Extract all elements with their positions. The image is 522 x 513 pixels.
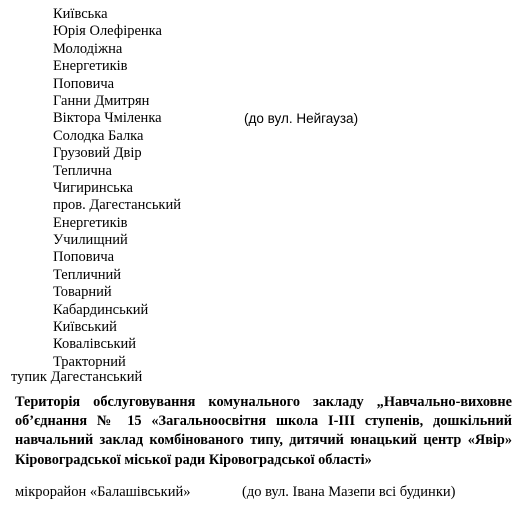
street-item: Тепличний	[53, 266, 122, 283]
microdistrict-note: (до вул. Івана Мазепи всі будинки)	[242, 484, 456, 500]
street-item: пров. Дагестанський	[53, 197, 181, 214]
street-item: Чигиринська	[53, 179, 133, 196]
street-item: Солодка Балка	[53, 127, 144, 144]
street-item: Київська	[53, 6, 108, 22]
street-item: Поповича	[53, 249, 115, 266]
street-item: Теплична	[53, 162, 112, 179]
street-item: Енергетиків	[53, 58, 128, 75]
microdistrict-row	[15, 483, 512, 501]
street-note: (до вул. Нейгауза)	[244, 111, 359, 126]
street-item: Ганни Дмитрян	[53, 92, 150, 109]
street-item: Молодіжна	[53, 40, 123, 57]
street-item: Ковалівський	[53, 336, 137, 353]
street-item: Енергетиків	[53, 214, 128, 231]
street-item: Юрія Олефіренка	[53, 23, 162, 40]
street-item: Поповича	[53, 75, 115, 92]
street-item: Кабардинський	[53, 301, 149, 318]
territory-heading: Територія обслуговування комунального закладу „Навчально-виховне об’єднання № 15 «Загальноосвітня школа І-ІІІ ступенів, дошкільний навчальний заклад комбінованого типу, дитячий юнацький центр «Явір» Кіровоградської міської ради Кіровоградської області»	[15, 394, 512, 468]
street-item: Грузовий Двір	[53, 145, 142, 162]
street-item: Тракторний	[53, 353, 126, 370]
street-item: Товарний	[53, 284, 112, 301]
street-item: Віктора Чміленка	[53, 110, 162, 127]
tupik-item: тупик Дагестанський	[11, 369, 143, 385]
street-item: Училищний	[53, 232, 128, 249]
street-item: Київський	[53, 319, 117, 336]
street-list	[53, 6, 181, 371]
microdistrict-name: мікрорайон «Балашівський»	[15, 484, 191, 500]
